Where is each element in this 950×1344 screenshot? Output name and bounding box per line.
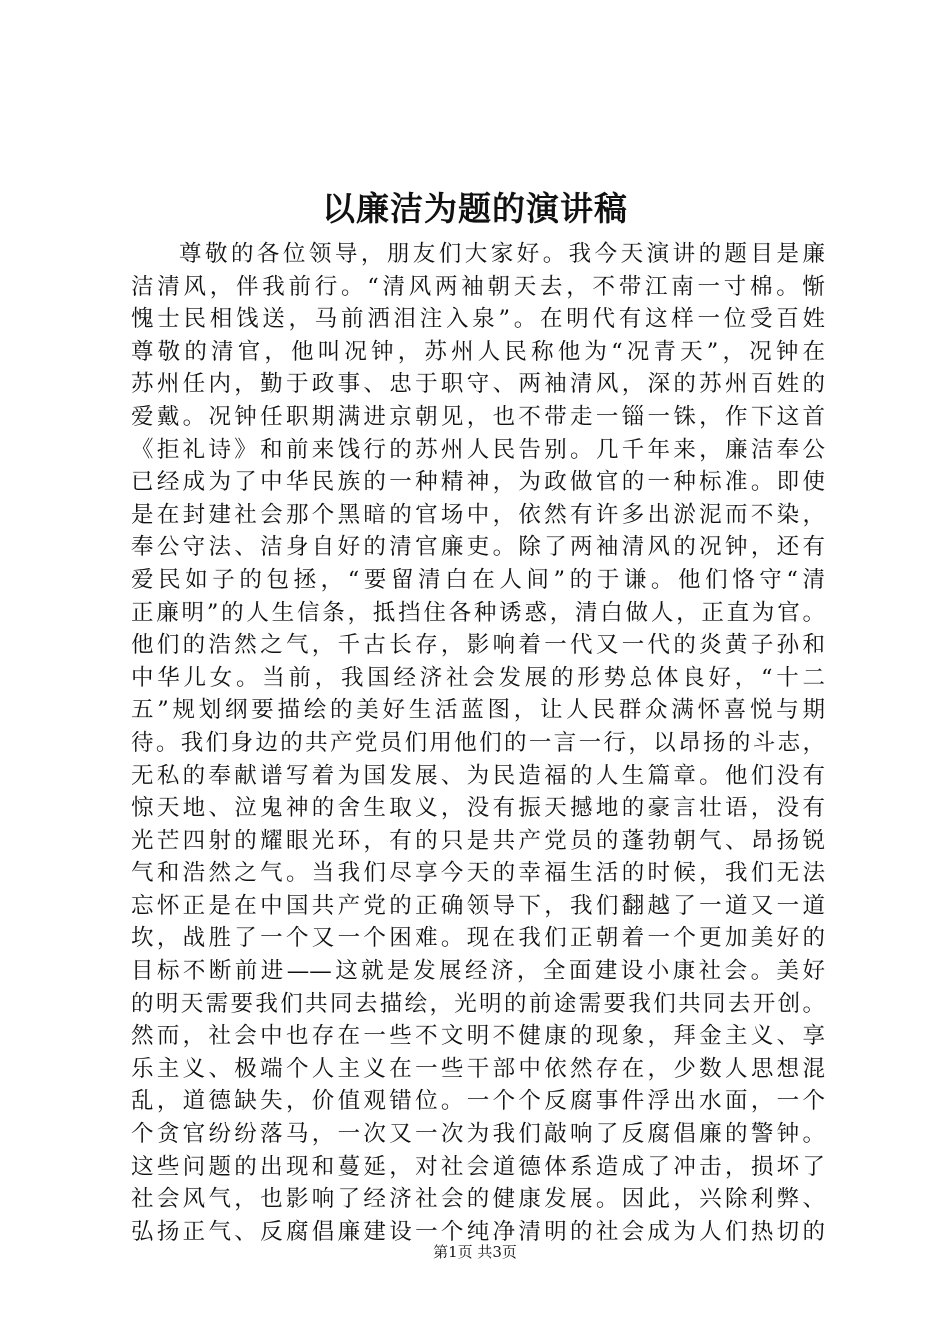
text-line: 光芒四射的耀眼光环，有的只是共产党员的蓬勃朝气、昂扬锐 [131,827,825,854]
text-line: 这些问题的出现和蔓延，对社会道德体系造成了冲击，损坏了 [131,1153,825,1180]
text-line: 无私的奉献谱写着为国发展、为民造福的人生篇章。他们没有 [131,762,825,789]
text-line: 中华儿女。当前，我国经济社会发展的形势总体良好，“十二 [131,664,825,691]
text-line: 目标不断前进——这就是发展经济，全面建设小康社会。美好 [131,958,825,985]
text-line: 乱，道德缺失，价值观错位。一个个反腐事件浮出水面，一个 [131,1088,825,1115]
text-line: 爱民如子的包拯，“要留清白在人间”的于谦。他们恪守“清 [131,566,825,593]
text-line: 洁清风，伴我前行。“清风两袖朝天去，不带江南一寸棉。惭 [131,273,825,300]
text-line: 气和浩然之气。当我们尽享今天的幸福生活的时候，我们无法 [131,860,825,887]
text-line: 尊敬的清官，他叫况钟，苏州人民称他为“况青天”，况钟在 [131,338,825,365]
text-line: 弘扬正气、反腐倡廉建设一个纯净清明的社会成为人们热切的 [131,1218,825,1245]
text-line: 是在封建社会那个黑暗的官场中，依然有许多出淤泥而不染， [131,501,825,528]
text-line: 的明天需要我们共同去描绘，光明的前途需要我们共同去开创。 [131,990,825,1017]
document-title: 以廉洁为题的演讲稿 [322,189,628,228]
text-line: 愧士民相饯送，马前洒泪注入泉”。在明代有这样一位受百姓 [131,306,825,333]
text-line: 已经成为了中华民族的一种精神，为政做官的一种标准。即使 [131,469,825,496]
text-line: 然而，社会中也存在一些不文明不健康的现象，拜金主义、享 [131,1023,825,1050]
text-line: 个贪官纷纷落马，一次又一次为我们敲响了反腐倡廉的警钟。 [131,1121,825,1148]
text-line: 社会风气，也影响了经济社会的健康发展。因此，兴除利弊、 [131,1186,825,1213]
text-line: 忘怀正是在中国共产党的正确领导下，我们翻越了一道又一道 [131,892,825,919]
text-line: 他们的浩然之气，千古长存，影响着一代又一代的炎黄子孙和 [131,632,825,659]
text-line: 尊敬的各位领导，朋友们大家好。我今天演讲的题目是廉 [179,241,825,267]
text-line: 乐主义、极端个人主义在一些干部中依然存在，少数人思想混 [131,1055,825,1082]
text-line: 奉公守法、洁身自好的清官廉吏。除了两袖清风的况钟，还有 [131,534,825,561]
text-line: 《拒礼诗》和前来饯行的苏州人民告别。几千年来，廉洁奉公 [131,436,825,463]
text-line: 苏州任内，勤于政事、忠于职守、两袖清风，深的苏州百姓的 [131,371,825,398]
text-line: 待。我们身边的共产党员们用他们的一言一行，以昂扬的斗志， [131,729,825,756]
body-text [131,238,825,1248]
text-line: 五”规划纲要描绘的美好生活蓝图，让人民群众满怀喜悦与期 [131,697,825,724]
page-footer: 第1页 共3页 [433,1243,517,1261]
text-line: 坎，战胜了一个又一个困难。现在我们正朝着一个更加美好的 [131,925,825,952]
text-line: 惊天地、泣鬼神的舍生取义，没有振天撼地的豪言壮语，没有 [131,795,825,822]
text-line: 爱戴。况钟任职期满进京朝见，也不带走一锱一铢，作下这首 [131,403,825,430]
text-line: 正廉明”的人生信条，抵挡住各种诱惑，清白做人，正直为官。 [131,599,825,626]
